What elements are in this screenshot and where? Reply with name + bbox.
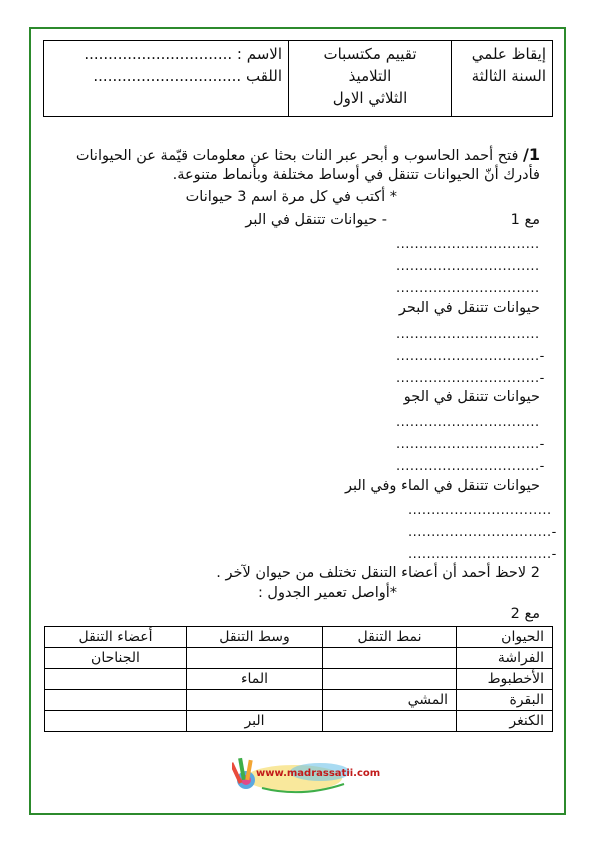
header-table (43, 40, 553, 117)
water-land-answer-3[interactable]: ...............................- (408, 547, 557, 562)
air-answer-3[interactable]: ...............................- (396, 459, 545, 474)
table-cell: الماء (187, 669, 323, 690)
subject-cell (452, 41, 553, 117)
table-cell: المشي (323, 690, 457, 711)
table-cell: الفراشة (457, 648, 553, 669)
table-row (45, 690, 553, 711)
land-answer-1[interactable]: ............................... (396, 237, 540, 252)
table-cell[interactable] (45, 690, 187, 711)
air-answer-1[interactable]: ............................... (396, 415, 540, 430)
locomotion-table (44, 626, 553, 732)
name-field[interactable]: الاسم : ............................... (84, 45, 282, 63)
site-logo (232, 754, 381, 798)
criterion-2: مع 2 (510, 606, 540, 622)
exercise-2-line-1: 2 لاحظ أحمد أن أعضاء التنقل تختلف من حيوان لآخر . (216, 565, 540, 581)
sea-answer-2[interactable]: ...............................- (396, 349, 545, 364)
exercise-1-line-2: فأدرك أنّ الحيوانات تتنقل في أوساط مختلفة وبأنماط متنوعة. (172, 167, 540, 183)
criterion-1: مع 1 (510, 212, 540, 228)
column-header: أعضاء التنقل (45, 627, 187, 648)
table-row (45, 669, 553, 690)
table-row (45, 648, 553, 669)
level: السنة الثالثة (471, 67, 546, 85)
exercise-1-line-1: 1/ فتح أحمد الحاسوب و أبحر عبر النات بحثا عن معلومات قيّمة عن الحيوانات (75, 145, 540, 164)
subject: إيقاظ علمي (471, 45, 546, 63)
surname-field[interactable]: اللقب ............................... (93, 67, 282, 85)
land-answer-2[interactable]: ............................... (396, 259, 540, 274)
student-cell (44, 41, 289, 117)
water-land-answer-2[interactable]: ...............................- (408, 525, 557, 540)
sea-answer-3[interactable]: ...............................- (396, 371, 545, 386)
air-answer-2[interactable]: ...............................- (396, 437, 545, 452)
table-row (45, 711, 553, 732)
sea-answer-1[interactable]: ............................... (396, 327, 540, 342)
table-cell[interactable] (323, 669, 457, 690)
exercise-1-instruction: * أكتب في كل مرة اسم 3 حيوانات (185, 189, 397, 205)
table-cell[interactable] (323, 711, 457, 732)
table-cell[interactable] (45, 711, 187, 732)
column-header: الحيوان (457, 627, 553, 648)
table-cell: البر (187, 711, 323, 732)
water-land-heading: حيوانات تتنقل في الماء وفي البر (344, 478, 540, 494)
table-cell[interactable] (45, 669, 187, 690)
table-cell: البقرة (457, 690, 553, 711)
title-line-1: تقييم مكتسبات (323, 45, 417, 63)
table-cell[interactable] (187, 648, 323, 669)
table-cell: الأخطبوط (457, 669, 553, 690)
table-cell[interactable] (187, 690, 323, 711)
exercise-2-instruction: *أواصل تعمير الجدول : (257, 585, 397, 601)
air-heading: حيوانات تتنقل في الجو (403, 389, 540, 405)
exercise-1-number: 1/ (523, 145, 540, 164)
land-heading: - حيوانات تتنقل في البر (245, 212, 387, 228)
land-answer-3[interactable]: ............................... (396, 281, 540, 296)
column-header: وسط التنقل (187, 627, 323, 648)
title-cell (289, 41, 452, 117)
table-cell[interactable] (323, 648, 457, 669)
title-line-3: الثلاثي الاول (332, 89, 408, 107)
table-cell: الكنغر (457, 711, 553, 732)
title-line-2: التلاميذ (348, 67, 392, 85)
table-cell: الجناحان (45, 648, 187, 669)
sea-heading: حيوانات تتنقل في البحر (398, 300, 540, 316)
table-header-row (45, 627, 553, 648)
water-land-answer-1[interactable]: ............................... (408, 503, 552, 518)
column-header: نمط التنقل (323, 627, 457, 648)
logo-url: www.madrassatii.com (256, 768, 381, 779)
